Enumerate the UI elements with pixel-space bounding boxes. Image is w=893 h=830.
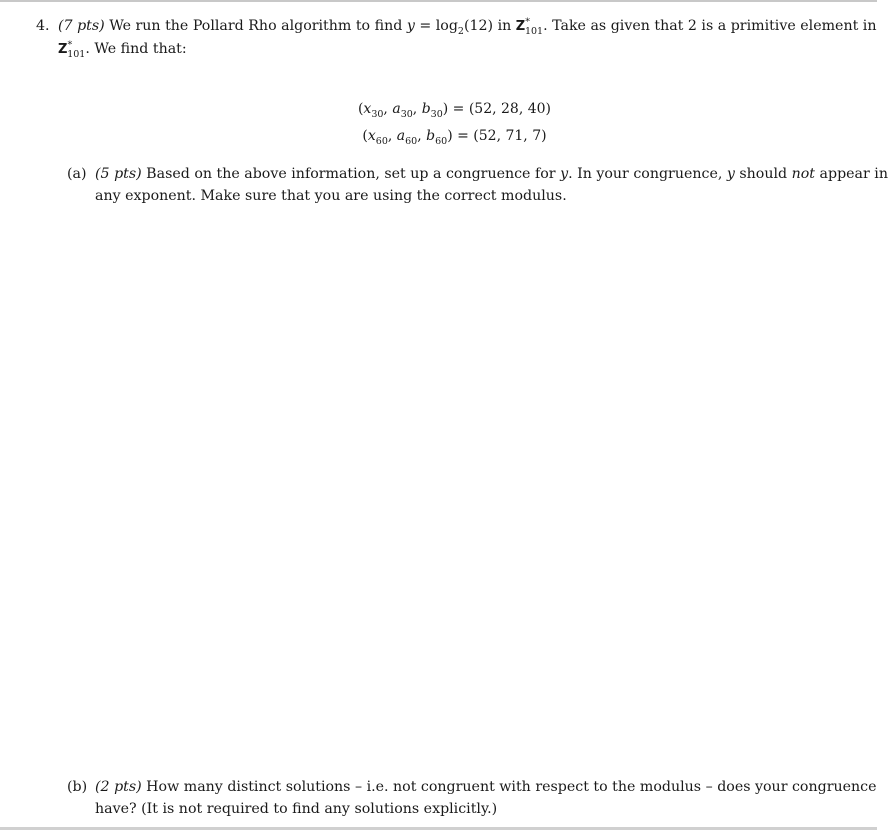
eq1-x-sub: 30 — [371, 108, 384, 120]
part-a-text-1a: Based on the above information, set up a congruence for — [141, 166, 561, 182]
part-a-label: (a) — [67, 166, 87, 182]
part-b-line-2: have? (It is not required to find any solutions explicitly.) — [95, 801, 498, 817]
problem-points: (7 pts) — [58, 18, 105, 34]
part-a-y2: y — [726, 166, 735, 182]
math-Z-mod: 101 — [524, 25, 544, 37]
eq2-b: b — [426, 128, 436, 144]
eq1-a-sub: 30 — [400, 108, 413, 120]
eq2-rhs: = (52, 71, 7) — [452, 128, 547, 144]
part-a-text-1c: should — [734, 166, 792, 182]
math-log-base: 2 — [457, 25, 464, 37]
problem-statement — [36, 15, 877, 61]
part-a-not: not — [791, 166, 816, 182]
equation-60: ($x_{60}$, $a_{60}$, $b_{60}) = (52$, 71, 7) — [362, 128, 547, 147]
math-Z-2: Z — [58, 42, 68, 57]
eq1-b-sub: 30 — [430, 108, 443, 120]
part-a-line-2: any exponent. Make sure that you are using the correct modulus. — [95, 188, 567, 204]
eq2-x-sub: 60 — [375, 135, 388, 147]
part-a-points: (5 pts) — [95, 166, 142, 182]
math-log-arg: (12) in — [463, 18, 516, 34]
math-eq-log: = log — [414, 18, 458, 34]
eq1-a: a — [392, 101, 401, 117]
eq1-rhs: = (52, 28, 40) — [448, 101, 552, 117]
eq2-a: a — [396, 128, 406, 144]
part-b-line-1 — [67, 776, 877, 798]
math-Z-star-2: * — [67, 39, 73, 51]
math-Z-star: * — [525, 16, 530, 28]
part-a-line-1 — [67, 163, 888, 185]
problem-text-2: . We find that: — [85, 41, 187, 57]
eq2-a-sub: 60 — [405, 135, 418, 147]
math-Z-mod-2: 101 — [67, 48, 86, 60]
part-a-text-1b: . In your congruence, — [568, 166, 727, 182]
problem-line-2 — [36, 38, 836, 61]
eq2-b-sub: 60 — [435, 135, 448, 147]
part-b — [67, 776, 877, 820]
equation-30: ($x_{30}$, $a_{30}$, $b_{30}) = (52$, 28, 40) — [357, 101, 552, 120]
part-b-text-1: How many distinct solutions – i.e. not congruent with respect to the modulus – does your congruence — [141, 779, 877, 795]
problem-text-1b: . Take as given that 2 is a primitive element in — [543, 18, 877, 34]
math-Z: Z — [515, 19, 526, 34]
part-a-y: y — [560, 166, 569, 182]
math-y: y — [406, 18, 415, 34]
problem-number: 4. — [36, 18, 50, 34]
part-a-text-1d: appear in — [815, 166, 888, 182]
problem-line-1 — [36, 15, 877, 38]
part-b-points: (2 pts) — [95, 779, 142, 795]
eq1-x: x — [363, 101, 372, 117]
eq2-x: x — [367, 128, 376, 144]
part-b-label: (b) — [67, 779, 88, 795]
eq1-b: b — [421, 101, 431, 117]
problem-text-1a: We run the Pollard Rho algorithm to find — [109, 18, 407, 34]
part-a — [67, 163, 888, 207]
